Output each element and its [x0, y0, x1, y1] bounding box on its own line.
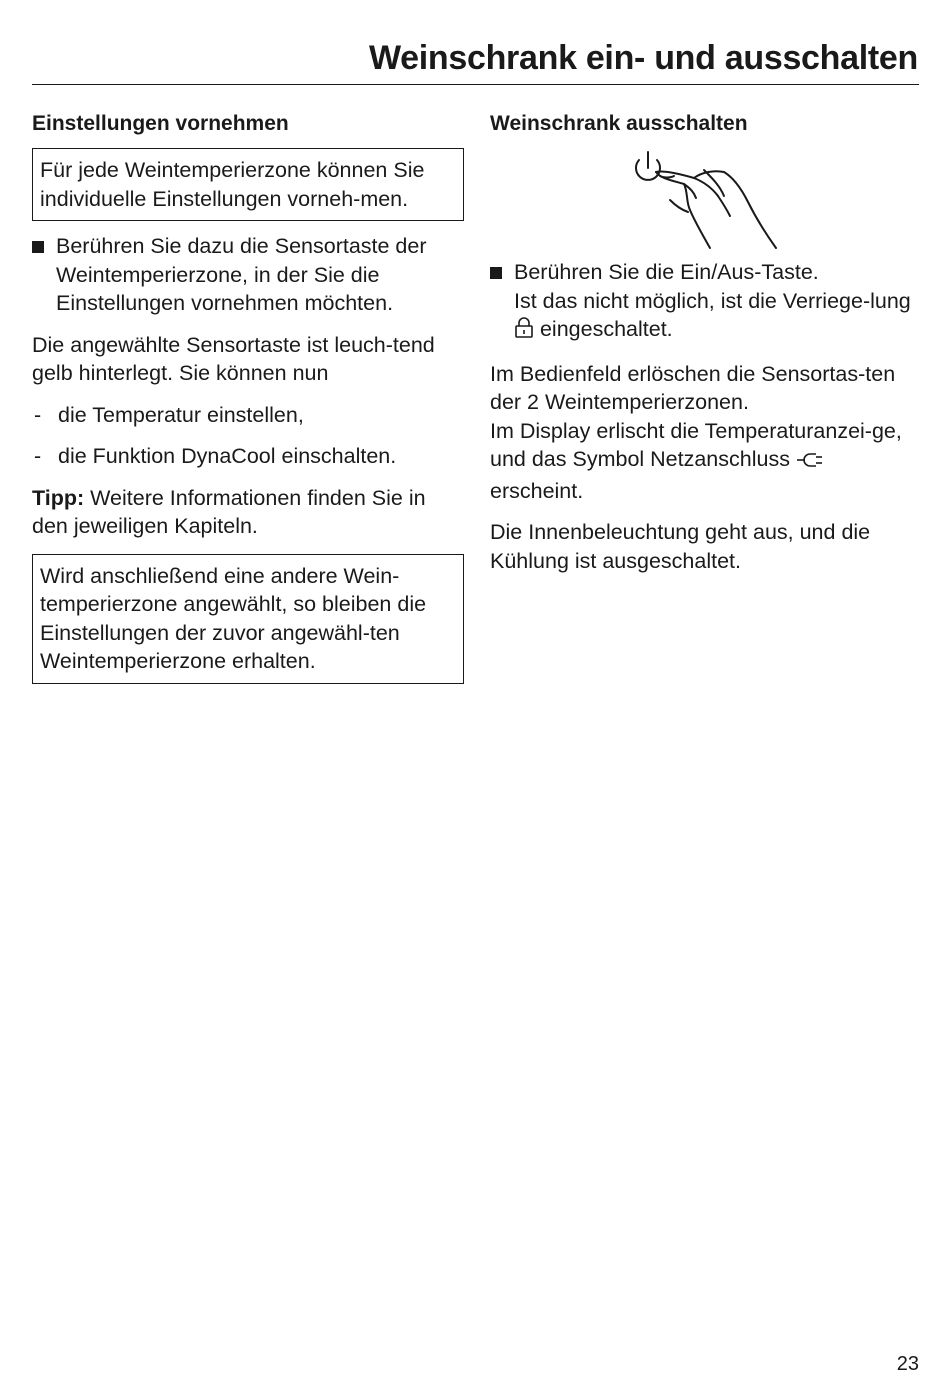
dash-item-text: die Temperatur einstellen,	[58, 402, 304, 427]
bullet-square-icon	[490, 267, 502, 279]
section-heading-settings: Einstellungen vornehmen	[32, 112, 289, 135]
right-column	[490, 110, 920, 588]
dash-list-item	[32, 401, 464, 430]
paragraph-lighting-off: Die Innenbeleuchtung geht aus, und die Kühlung ist ausgeschaltet.	[490, 520, 871, 573]
instruction-text: Berühren Sie dazu die Sensortaste der Weintemperierzone, in der Sie die Einstellungen vornehmen möchten.	[56, 234, 427, 315]
paragraph-display	[490, 417, 920, 506]
page-title: Weinschrank ein- und ausschalten	[368, 39, 918, 77]
paragraph-selected-key: Die angewählte Sensortaste ist leuch-tend gelb hinterlegt. Sie können nun	[32, 332, 435, 385]
instruction-text-line2-end: eingeschaltet.	[534, 317, 673, 341]
page-number: 23	[896, 1353, 919, 1375]
plug-icon	[796, 448, 824, 477]
dash-marker: -	[34, 444, 42, 468]
tip-label: Tipp:	[32, 485, 85, 510]
tip-text: Weitere Informationen finden Sie in den jeweiligen Kapiteln.	[32, 485, 426, 538]
dash-item-text: die Funktion DynaCool einschalten.	[58, 444, 397, 468]
left-column	[32, 110, 464, 695]
paragraph-display-end: erscheint.	[490, 478, 584, 503]
instruction-text-line1: Berühren Sie die Ein/Aus-Taste.	[514, 260, 819, 284]
info-note-box	[32, 148, 464, 221]
lock-icon	[514, 317, 534, 347]
instruction-bullet	[32, 232, 464, 318]
dash-marker: -	[34, 402, 42, 427]
tip-paragraph	[32, 484, 464, 541]
instruction-text-line2: Ist das nicht möglich, ist die Verriege-lung	[514, 288, 911, 313]
info-note-box-2	[32, 554, 464, 684]
paragraph-sensor-keys-off: Im Bedienfeld erlöschen die Sensortas-ten der 2 Weintemperierzonen.	[490, 361, 896, 414]
instruction-bullet	[490, 258, 920, 347]
info-note-text: Für jede Weintemperierzone können Sie individuelle Einstellungen vorneh-men.	[40, 158, 425, 211]
info-note-text: Wird anschließend eine andere Wein-temperierzone angewählt, so bleiben die Einstellungen der zuvor angewähl-ten Weintemperierzone erhalten.	[40, 563, 427, 673]
touch-power-illustration	[490, 148, 920, 254]
section-heading-switch-off: Weinschrank ausschalten	[490, 112, 748, 135]
power-icon	[636, 152, 660, 180]
paragraph-display-text: Im Display erlischt die Temperaturanzei-ge, und das Symbol Netzanschluss	[490, 418, 902, 471]
finger-touch-icon	[630, 148, 780, 254]
dash-list-item	[32, 442, 464, 471]
title-rule	[32, 84, 919, 85]
bullet-square-icon	[32, 241, 44, 253]
